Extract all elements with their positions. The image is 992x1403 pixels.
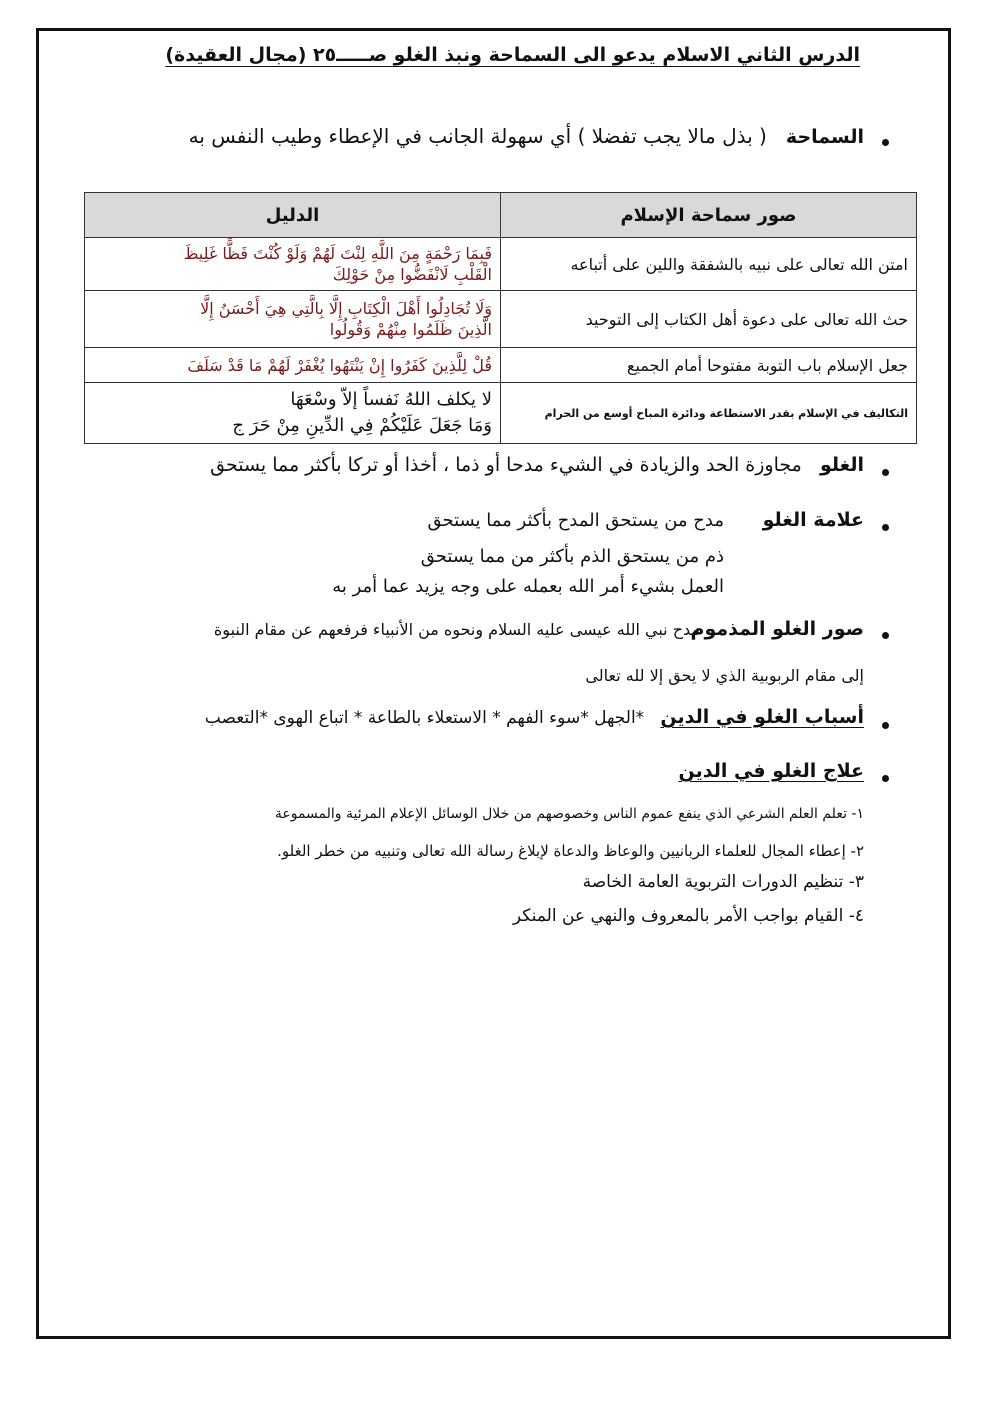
proof-line: قُلْ لِلَّذِينَ كَفَرُوا إِنْ يَنْتَهُوا يُغْفَرْ لَهُمْ مَا قَدْ سَلَفَ [187, 355, 492, 375]
table-row [85, 383, 917, 444]
extremism-term: الغلو [819, 454, 864, 476]
treatment-term: علاج الغلو في الدين [678, 760, 864, 782]
form-cell: جعل الإسلام باب التوبة مفتوحا أمام الجميع [501, 348, 917, 383]
proof-line: وَلَا تُجَادِلُوا أَهْلَ الْكِتَابِ إِلَّا بِالَّتِي هِيَ أَحْسَنُ إِلَّا [200, 299, 492, 318]
treatment-item: ٤- القيام بواجب الأمر بالمعروف والنهي عن المنكر [512, 906, 864, 926]
proof-line: فَبِمَا رَحْمَةٍ مِنَ اللَّهِ لِنْتَ لَهُمْ وَلَوْ كُنْتَ فَظًّا غَلِيظَ [183, 244, 492, 263]
page-title: الدرس الثاني الاسلام يدعو الى السماحة ونبذ الغلو صـــــ٢٥ (مجال العقيدة) [165, 44, 860, 66]
proof-line: الْقَلْبِ لَانْفَضُّوا مِنْ حَوْلِكَ [332, 265, 492, 284]
table-header-row [85, 193, 917, 238]
treatment-item: ١- تعلم العلم الشرعي الذي ينفع عموم الناس وخصوصهم من خلال الوسائل الإعلام المرئية والمسموعة [274, 806, 864, 822]
causes-text: *الجهل *سوء الفهم * الاستعلاء بالطاعة * اتباع الهوى *التعصب [204, 708, 645, 728]
extremism-definition: مجاوزة الحد والزيادة في الشيء مدحا أو ذما ، أخذا أو تركا بأكثر مما يستحق [210, 454, 802, 476]
causes-row [205, 706, 864, 728]
forms-line2: إلى مقام الربوبية الذي لا يحق إلا لله تعالى [585, 666, 864, 685]
tolerance-term: السماحة [785, 126, 864, 148]
signs-term: علامة الغلو [762, 509, 864, 531]
signs-item: العمل بشيء أمر الله بعمله على وجه يزيد عما أمر به [332, 576, 724, 597]
extremism-row [210, 454, 864, 476]
signs-item: مدح من يستحق المدح بأكثر مما يستحق [427, 510, 724, 531]
proof-line: الَّذِينَ ظَلَمُوا مِنْهُمْ وَقُولُوا [329, 320, 492, 339]
tolerance-table [84, 192, 917, 444]
tolerance-definition: ( بذل مالا يجب تفضلا ) أي سهولة الجانب في الإعطاء وطيب النفس به [188, 124, 767, 148]
table-row [85, 238, 917, 291]
header-forms: صور سماحة الإسلام [501, 193, 917, 238]
form-cell: امتن الله تعالى على نبيه بالشفقة واللين على أتباعه [501, 238, 917, 291]
proof-cell [85, 291, 501, 348]
header-proof: الدليل [85, 193, 501, 238]
bullet [882, 139, 889, 146]
bullet [882, 632, 889, 639]
proof-cell [85, 383, 501, 444]
forms-term: صور الغلو المذموم [690, 618, 864, 640]
causes-term: أسباب الغلو في الدين [660, 706, 864, 728]
bullet [882, 524, 889, 531]
signs-item: ذم من يستحق الذم بأكثر من مما يستحق [420, 546, 724, 567]
form-cell: حث الله تعالى على دعوة أهل الكتاب إلى التوحيد [501, 291, 917, 348]
proof-line: وَمَا جَعَلَ عَلَيْكُمْ فِي الدِّينِ مِنْ حَرَ ج [232, 415, 492, 436]
table-row [85, 348, 917, 383]
form-cell: التكاليف في الإسلام بقدر الاستطاعة ودائرة المباح أوسع من الحرام [501, 383, 917, 444]
bullet [882, 775, 889, 782]
forms-line1: مدح نبي الله عيسى عليه السلام ونحوه من الأنبياء فرفعهم عن مقام النبوة [213, 620, 700, 639]
treatment-item: ٢- إعطاء المجال للعلماء الربانيين والوعاظ والدعاة لإبلاغ رسالة الله تعالى وتنبيه من خطر الغلو. [277, 842, 864, 860]
bullet [882, 469, 889, 476]
proof-line: لا يكلف اللهُ نَفساً إلاّ وسْعَهَا [290, 389, 492, 410]
table-row [85, 291, 917, 348]
proof-cell [85, 348, 501, 383]
bullet [882, 722, 889, 729]
proof-cell [85, 238, 501, 291]
treatment-item: ٣- تنظيم الدورات التربوية العامة الخاصة [582, 872, 864, 892]
tolerance-row [189, 124, 864, 148]
